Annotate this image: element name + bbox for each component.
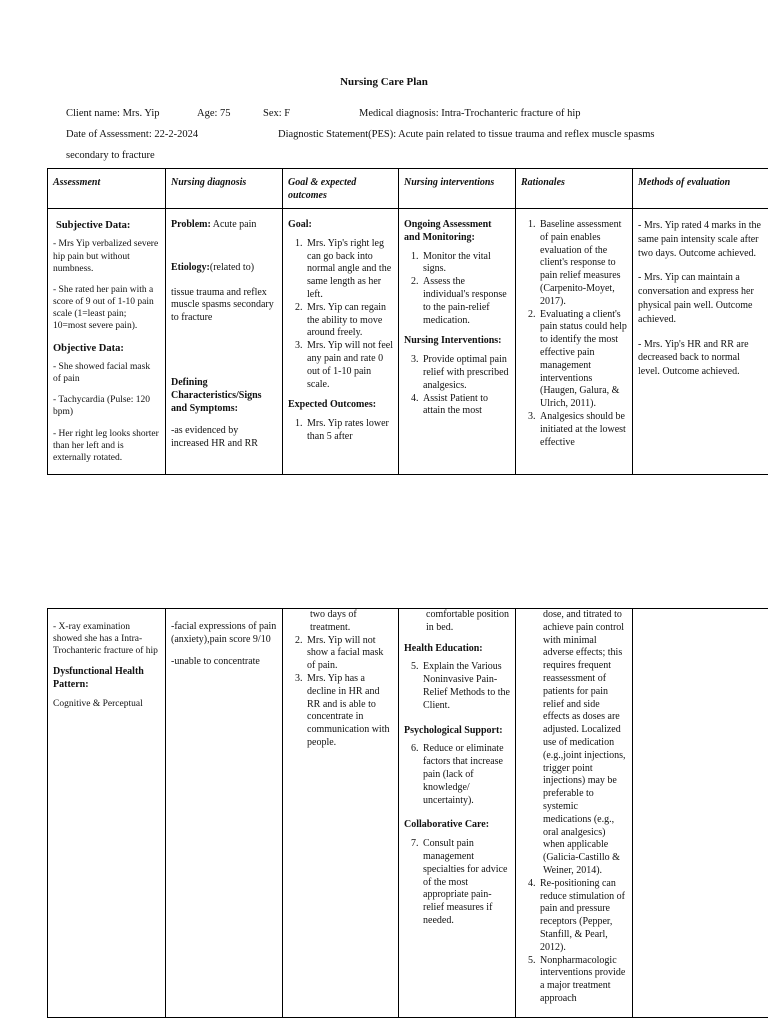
- nursing-interventions-list: [404, 354, 510, 418]
- diagnostic-statement-continued: secondary to fracture: [66, 150, 155, 161]
- collaborative-care-title: Collaborative Care:: [404, 819, 490, 831]
- evaluation-cell: [633, 209, 768, 475]
- objective-title: Objective Data:: [53, 342, 124, 354]
- intervention-item: 7. Consult pain management specialties for advice of the most appropriate pain-relief measures if needed.: [421, 838, 510, 928]
- diagnosis-cell: [166, 209, 283, 475]
- rationales-cell: [516, 209, 633, 475]
- goal-label: Goal:: [288, 219, 312, 230]
- intervention-item: 6. Reduce or eliminate factors that increase pain (lack of knowledge/ uncertainty).: [421, 743, 510, 807]
- objective-item: - Tachycardia (Pulse: 120 bpm): [53, 395, 151, 418]
- diagnostic-statement: Diagnostic Statement(PES): Acute pain related to tissue trauma and reflex muscle spasms: [278, 129, 655, 140]
- collaborative-care-list: [404, 838, 510, 928]
- rationale-continued: dose, and titrated to achieve pain control with minimal adverse effects; this requires frequent reassessment of patients for pain relief and side effects as doses are adjusted. Localized use of medication (e.g.,joint injections, trigger point injections) may be preferable to systemic medications (e.g., oral analgesics) when applicable (Galicia-Castillo & Weiner, 2014).: [543, 609, 626, 876]
- header-rationales: Rationales: [516, 169, 633, 209]
- goal-item: 3. Mrs. Yip will not feel any pain and rate 0 out of 1-10 pain scale.: [305, 340, 393, 391]
- intervention-item: 2. Assess the individual's response to the pain-relief medication.: [421, 276, 510, 327]
- assessment-date: Date of Assessment: 22-2-2024: [66, 129, 199, 140]
- client-sex: Sex: F: [263, 108, 291, 119]
- goal-cell: [283, 609, 399, 1018]
- client-age: Age: 75: [197, 108, 231, 119]
- evaluation-cell: [633, 609, 768, 1018]
- document-title: Nursing Care Plan: [340, 76, 428, 88]
- goal-cell: [283, 209, 399, 475]
- psychological-support-list: [404, 743, 510, 807]
- rationale-item: 3. Analgesics should be initiated at the lowest effective: [538, 411, 627, 449]
- goal-item: 2. Mrs. Yip can regain the ability to move around freely.: [305, 302, 393, 340]
- etiology-note: (related to): [209, 261, 255, 273]
- rationales-list: [521, 878, 627, 1006]
- care-plan-table-page1: [47, 168, 768, 475]
- problem-label: Problem:: [171, 219, 211, 230]
- care-plan-table-page2: [47, 608, 768, 1018]
- defining-item: -facial expressions of pain (anxiety),pain score 9/10: [171, 621, 277, 645]
- rationales-list: [521, 219, 627, 449]
- rationale-item: 4. Re-positioning can reduce stimulation of pain and pressure receptors (Pepper, Stanfill, & Pearl, 2012).: [538, 878, 627, 955]
- goal-list: [288, 238, 393, 392]
- interventions-cell: [399, 209, 516, 475]
- evaluation-item: - Mrs. Yip can maintain a conversation and express her physical pain well. Outcome achieved.: [638, 272, 754, 325]
- interventions-cell: [399, 609, 516, 1018]
- ongoing-list: [404, 251, 510, 328]
- etiology-value: tissue trauma and reflex muscle spasms secondary to fracture: [171, 286, 274, 324]
- problem-line: [171, 219, 277, 232]
- goal-item: 1. Mrs. Yip's right leg can go back into normal angle and the same length as her left.: [305, 238, 393, 302]
- etiology-line: [171, 262, 277, 275]
- expected-item: 1. Mrs. Yip rates lower than 5 after: [305, 418, 393, 444]
- health-education-title: Health Education:: [404, 642, 483, 654]
- header-assessment: Assessment: [48, 169, 166, 209]
- defining-value: -as evidenced by increased HR and RR: [171, 425, 258, 450]
- expected-continued: two days of treatment.: [310, 609, 357, 633]
- assessment-cell: [48, 609, 166, 1018]
- medical-diagnosis: Medical diagnosis: Intra-Trochanteric fracture of hip: [359, 108, 581, 119]
- etiology-label: Etiology:: [171, 261, 210, 273]
- intervention-item: 5. Explain the Various Noninvasive Pain-Relief Methods to the Client.: [421, 661, 510, 712]
- nursing-interventions-title: Nursing Interventions:: [404, 335, 502, 347]
- rationales-cell: [516, 609, 633, 1018]
- intervention-item: 3. Provide optimal pain relief with prescribed analgesics.: [421, 354, 510, 392]
- psychological-support-title: Psychological Support:: [404, 724, 503, 736]
- evaluation-item: - Mrs. Yip's HR and RR are decreased back to normal level. Outcome achieved.: [638, 338, 749, 378]
- expected-list: [288, 418, 393, 444]
- problem-value: Acute pain: [212, 219, 257, 230]
- defining-item: -unable to concentrate: [171, 655, 260, 667]
- expected-label: Expected Outcomes:: [288, 399, 377, 411]
- rationale-item: 1. Baseline assessment of pain enables evaluation of the client's response to pain relief measures (Carpenito-Moyet, 2017).: [538, 219, 627, 309]
- header-row: [48, 169, 768, 209]
- intervention-item: 4. Assist Patient to attain the most: [421, 393, 510, 419]
- content-row: [48, 209, 768, 475]
- objective-item: - She showed facial mask of pain: [53, 361, 151, 385]
- evaluation-item: - Mrs. Yip rated 4 marks in the same pain intensity scale after two days. Outcome achieved.: [638, 220, 761, 259]
- defining-label: Defining Characteristics/Signs and Symptoms:: [171, 376, 262, 414]
- health-education-list: [404, 661, 510, 712]
- assessment-cell: [48, 209, 166, 475]
- dhp-value: Cognitive & Perceptual: [53, 699, 143, 710]
- subjective-title: Subjective Data:: [56, 220, 131, 231]
- rationale-item: 5. Nonpharmacologic interventions provide a major treatment approach: [538, 955, 627, 1006]
- objective-item: - Her right leg looks shorter than her left and is externally rotated.: [53, 428, 159, 463]
- header-evaluation: Methods of evaluation: [633, 169, 768, 209]
- expected-item: 3. Mrs. Yip has a decline in HR and RR and is able to concentrate in communication with people.: [305, 673, 393, 750]
- xray-item: - X-ray examination showed she has a Intra-Trochanteric fracture of hip: [53, 622, 158, 657]
- header-nursing-diagnosis: Nursing diagnosis: [166, 169, 283, 209]
- rationale-item: 2. Evaluating a client's pain status could help to identify the most effective pain management interventions (Haugen, Galura, & Ulrich, 2011).: [538, 309, 627, 411]
- content-row: [48, 609, 768, 1018]
- ongoing-title: Ongoing Assessment and Monitoring:: [404, 219, 492, 243]
- expected-list: [288, 635, 393, 750]
- dhp-title: Dysfunctional Health Pattern:: [53, 666, 144, 691]
- header-goal: Goal & expected outcomes: [283, 169, 399, 209]
- subjective-item: - Mrs Yip verbalized severe hip pain but without numbness.: [53, 239, 159, 274]
- diagnosis-cell: [166, 609, 283, 1018]
- intervention-continued: comfortable position in bed.: [426, 609, 510, 633]
- client-name: Client name: Mrs. Yip: [66, 108, 160, 119]
- intervention-item: 1. Monitor the vital signs.: [421, 251, 510, 277]
- subjective-item: - She rated her pain with a score of 9 out of 1-10 pain scale (1=least pain; 10=most severe pain).: [53, 284, 154, 332]
- header-interventions: Nursing interventions: [399, 169, 516, 209]
- expected-item: 2. Mrs. Yip will not show a facial mask of pain.: [305, 635, 393, 673]
